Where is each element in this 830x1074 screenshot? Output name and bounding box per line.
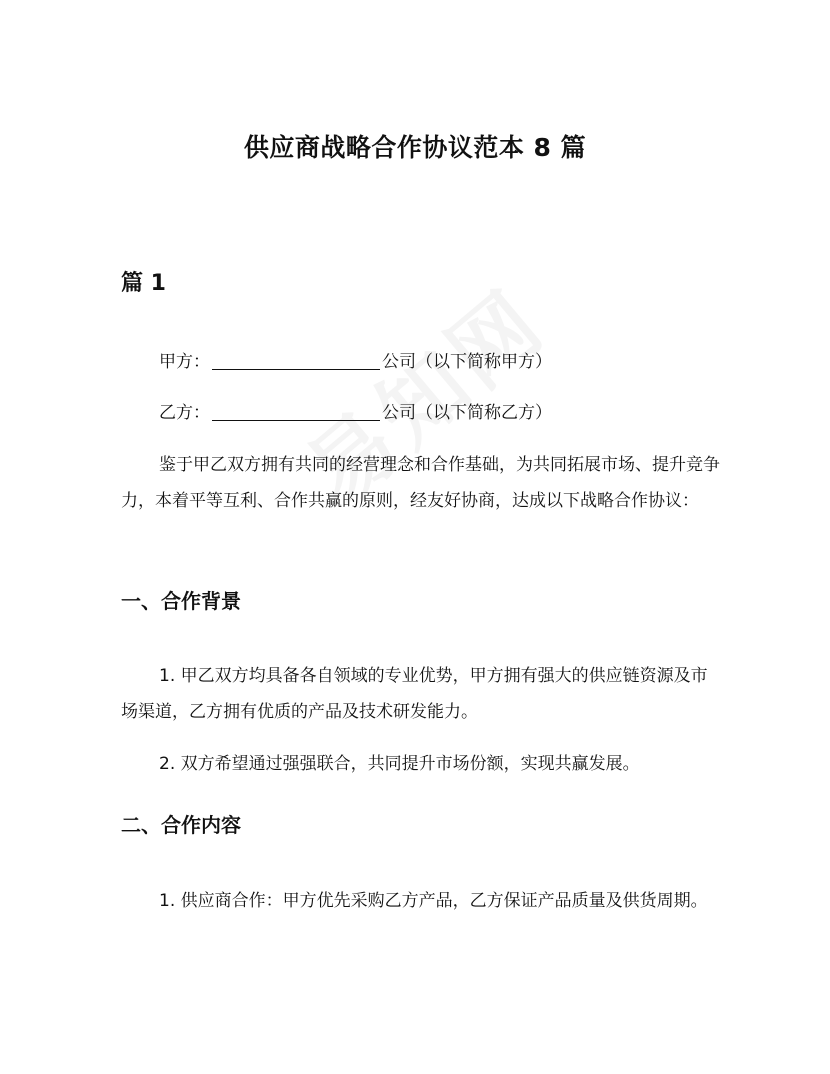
part2-heading: 二、合作内容: [121, 813, 241, 837]
party-a-suffix: 公司（以下简称甲方）: [382, 352, 552, 372]
document-title: 供应商战略合作协议范本 8 篇: [243, 133, 587, 162]
part2-item-1: 1. 供应商合作：甲方优先采购乙方产品，乙方保证产品质量及供货周期。: [159, 891, 708, 911]
part1-item-2: 2. 双方希望通过强强联合，共同提升市场份额，实现共赢发展。: [159, 754, 640, 774]
section-heading: 篇 1: [121, 271, 166, 296]
part1-item-1: 1. 甲乙双方均具备各自领域的专业优势，甲方拥有强大的供应链资源及市场渠道，乙方拥有优质的产品及技术研发能力。: [121, 666, 708, 722]
preamble-paragraph: 鉴于甲乙双方拥有共同的经营理念和合作基础，为共同拓展市场、提升竞争力，本着平等互利、合作共赢的原则，经友好协商，达成以下战略合作协议：: [121, 455, 720, 511]
party-b-blank: [212, 403, 380, 421]
party-b-suffix: 公司（以下简称乙方）: [382, 403, 552, 423]
party-a-line: [159, 350, 552, 374]
party-a-label: 甲方：: [159, 352, 210, 372]
part1-heading: 一、合作背景: [121, 589, 241, 613]
party-a-blank: [212, 352, 380, 370]
party-b-line: [159, 401, 552, 425]
party-b-label: 乙方：: [159, 403, 210, 423]
